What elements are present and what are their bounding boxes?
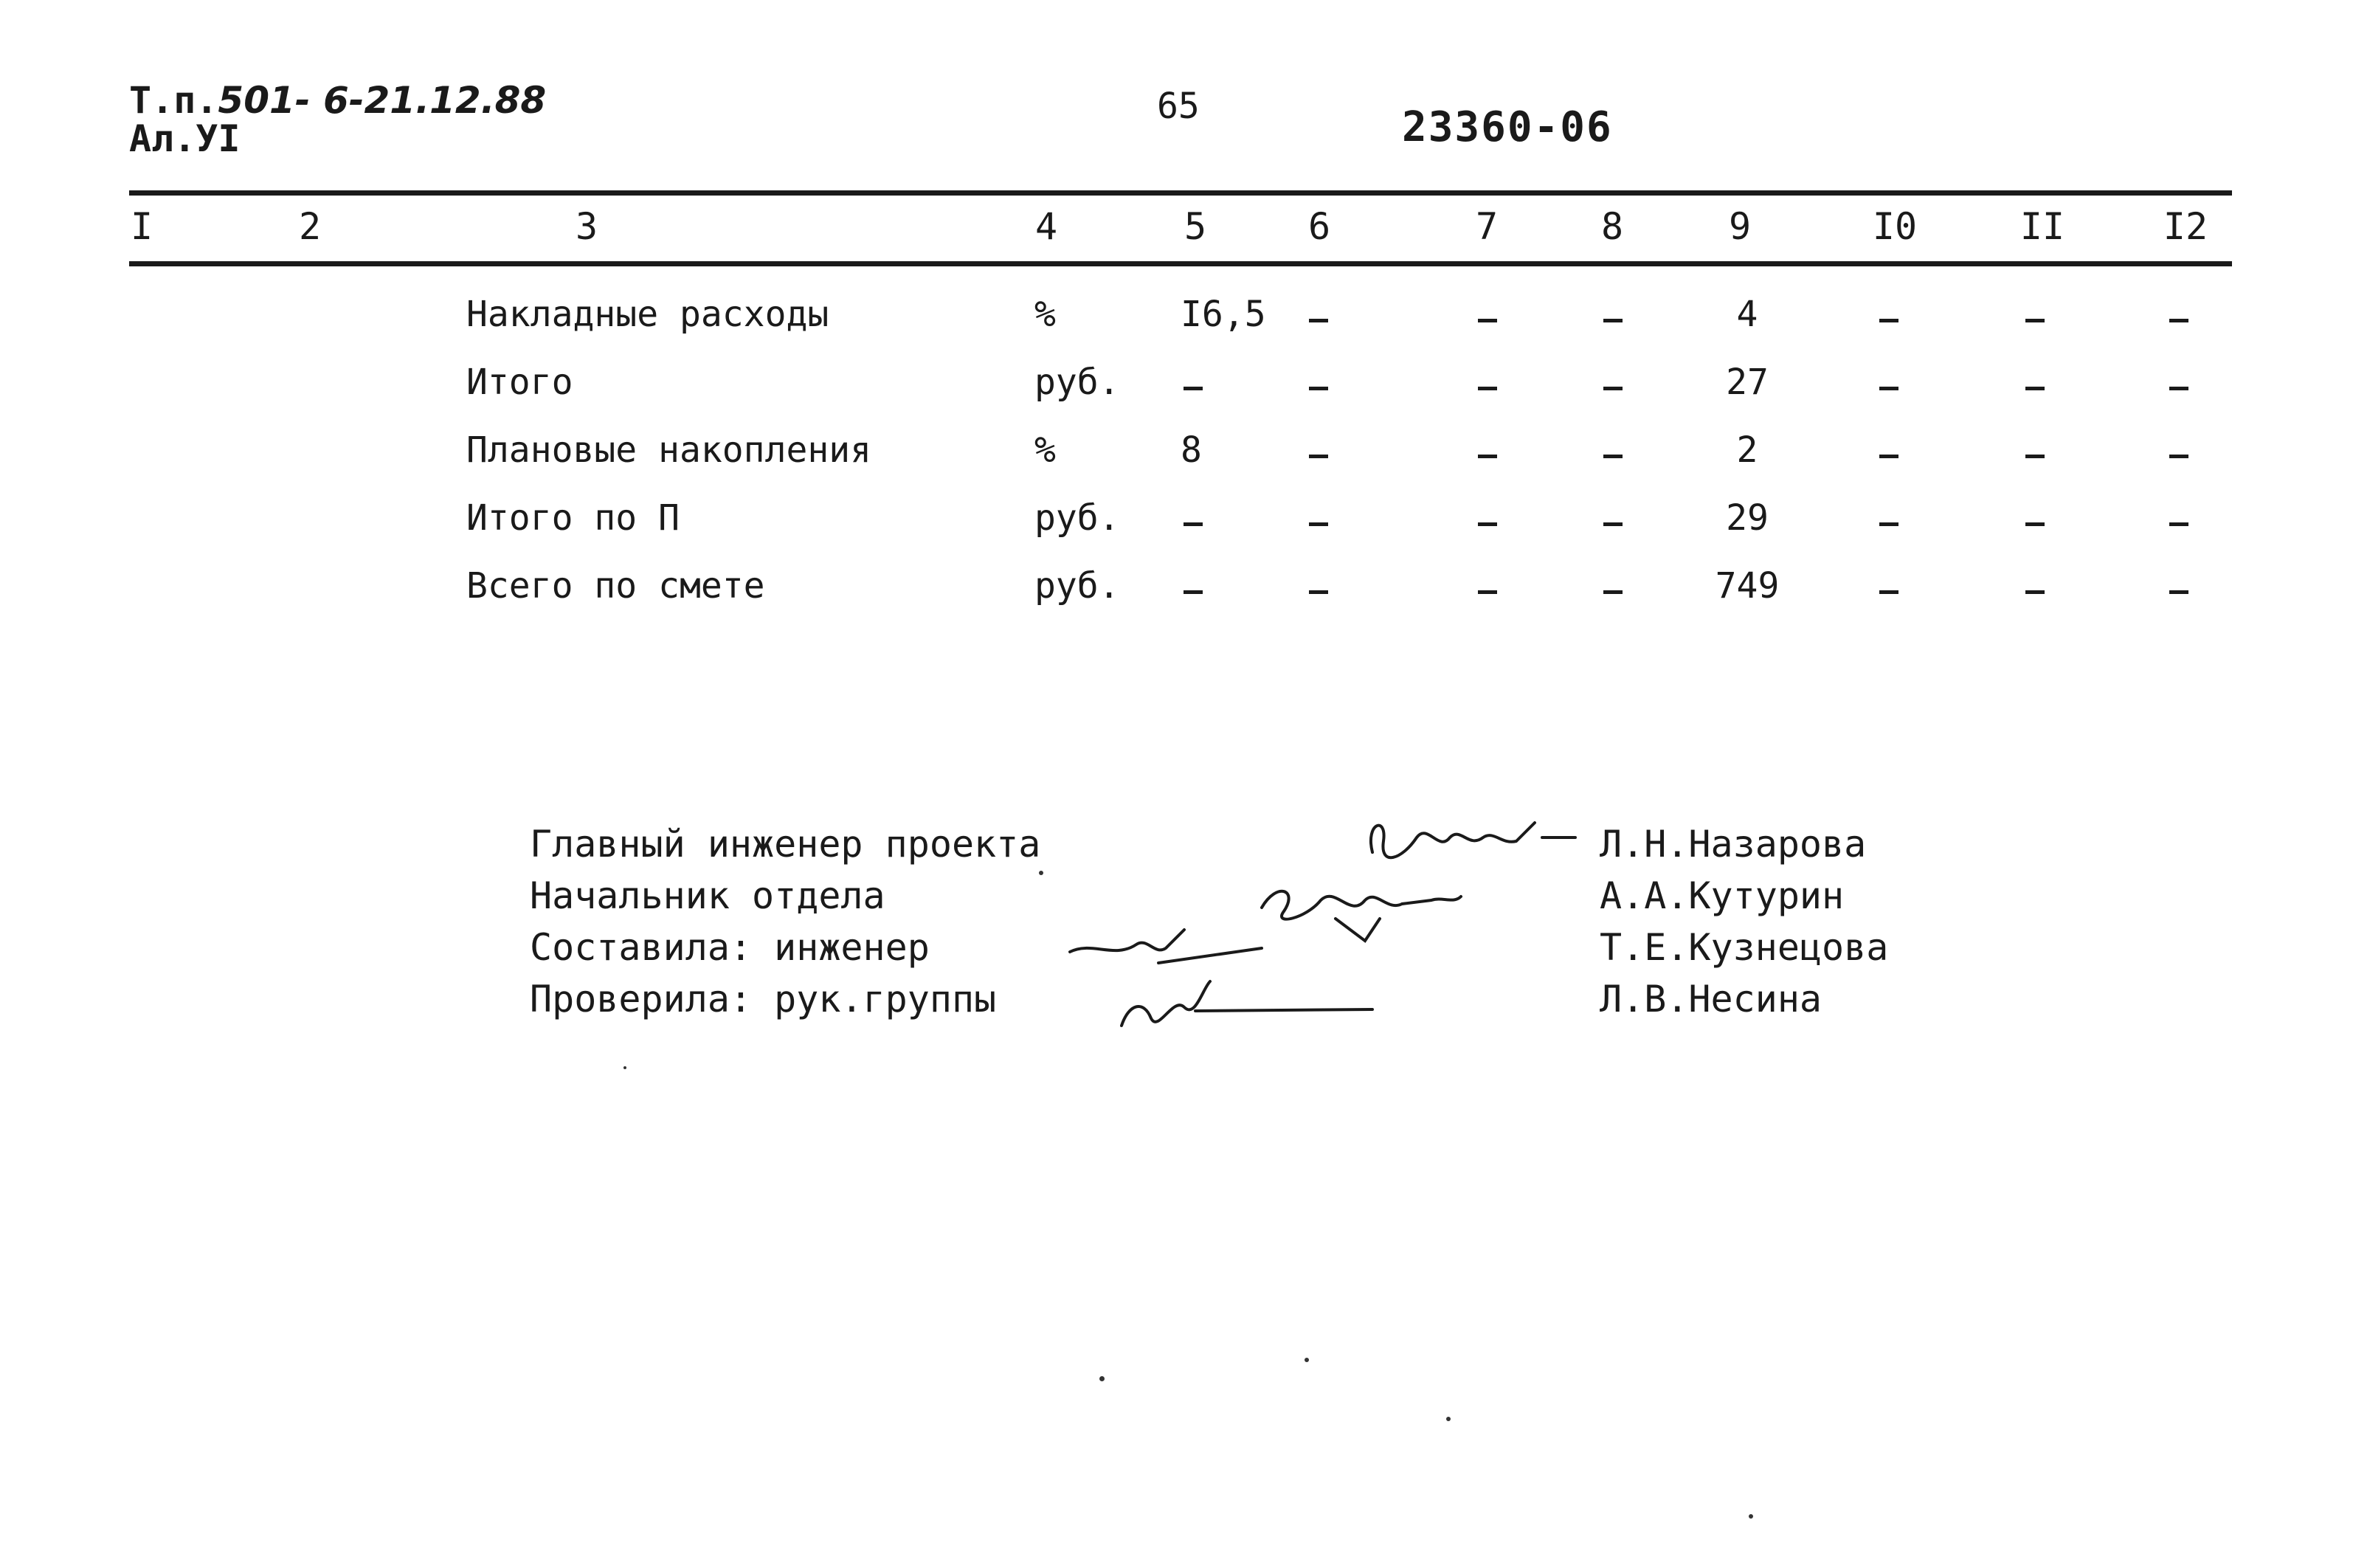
- empty-dash: [1309, 387, 1328, 390]
- row-col5: I6,5: [1181, 294, 1266, 335]
- row-unit: руб.: [1034, 362, 1120, 403]
- empty-dash: [1879, 590, 1898, 594]
- scan-speck: [1305, 1358, 1309, 1362]
- empty-dash: [1184, 387, 1203, 390]
- table-top-rule: [129, 190, 2232, 196]
- row-name: Всего по смете: [466, 565, 765, 607]
- empty-dash: [1184, 522, 1203, 526]
- empty-dash: [1478, 387, 1497, 390]
- empty-dash: [1879, 522, 1898, 526]
- sheet-label: Ал.УI: [129, 117, 241, 160]
- empty-dash: [2025, 387, 2045, 390]
- row-col9: 2: [1736, 429, 1758, 471]
- empty-dash: [1309, 319, 1328, 322]
- project-code-prefix: Т.п.: [129, 79, 218, 122]
- col-header: 9: [1728, 205, 1752, 248]
- empty-dash: [2025, 522, 2045, 526]
- empty-dash: [1478, 522, 1497, 526]
- signer-role: Составила: инженер: [530, 926, 930, 969]
- row-col9: 27: [1726, 362, 1769, 403]
- empty-dash: [1184, 590, 1203, 594]
- row-unit: руб.: [1034, 565, 1120, 607]
- signature-4-image: [1114, 967, 1380, 1040]
- col-header: I: [130, 205, 153, 248]
- row-name: Итого: [466, 362, 573, 403]
- col-header: 5: [1184, 205, 1207, 248]
- row-name: Плановые накопления: [466, 429, 872, 471]
- signer-name: Т.Е.Кузнецова: [1600, 926, 1889, 969]
- scan-speck: [1039, 871, 1043, 875]
- empty-dash: [2169, 522, 2188, 526]
- document-number: 23360-06: [1402, 103, 1613, 151]
- col-header: 4: [1034, 205, 1058, 248]
- empty-dash: [1603, 590, 1623, 594]
- empty-dash: [1478, 590, 1497, 594]
- empty-dash: [1879, 319, 1898, 322]
- row-name: Накладные расходы: [466, 294, 829, 335]
- empty-dash: [1603, 522, 1623, 526]
- signature-1-image: [1358, 808, 1579, 874]
- empty-dash: [1603, 319, 1623, 322]
- signer-role: Проверила: рук.группы: [530, 978, 997, 1020]
- col-header: II: [2019, 205, 2065, 248]
- scan-speck: [1099, 1376, 1105, 1381]
- empty-dash: [2169, 387, 2188, 390]
- signer-name: А.А.Кутурин: [1600, 874, 1845, 917]
- row-col5: 8: [1181, 429, 1202, 471]
- col-header: I0: [1872, 205, 1918, 248]
- empty-dash: [1309, 590, 1328, 594]
- empty-dash: [1603, 387, 1623, 390]
- col-header: I2: [2163, 205, 2208, 248]
- empty-dash: [2169, 319, 2188, 322]
- signer-role: Начальник отдела: [530, 874, 885, 917]
- scan-speck: [1446, 1417, 1451, 1421]
- signer-name: Л.В.Несина: [1600, 978, 1822, 1020]
- signature-2-image: [1254, 867, 1476, 948]
- row-col9: 29: [1726, 497, 1769, 539]
- empty-dash: [2169, 590, 2188, 594]
- empty-dash: [1603, 455, 1623, 458]
- scan-speck: [623, 1066, 626, 1069]
- col-header: 2: [298, 205, 322, 248]
- empty-dash: [1309, 455, 1328, 458]
- empty-dash: [1879, 455, 1898, 458]
- col-header: 8: [1600, 205, 1624, 248]
- col-header: 3: [575, 205, 598, 248]
- row-name: Итого по П: [466, 497, 680, 539]
- project-code-number: 501- 6-21.12.88: [218, 79, 547, 122]
- empty-dash: [2025, 455, 2045, 458]
- scan-speck: [1749, 1514, 1753, 1519]
- empty-dash: [1478, 455, 1497, 458]
- row-unit: руб.: [1034, 497, 1120, 539]
- empty-dash: [1478, 319, 1497, 322]
- row-unit: %: [1034, 294, 1056, 335]
- row-unit: %: [1034, 429, 1056, 471]
- row-col9: 4: [1736, 294, 1758, 335]
- empty-dash: [1309, 522, 1328, 526]
- empty-dash: [2025, 590, 2045, 594]
- col-header: 7: [1475, 205, 1499, 248]
- project-code: [129, 80, 546, 121]
- signer-name: Л.Н.Назарова: [1600, 823, 1867, 866]
- page-number: 65: [1157, 86, 1200, 127]
- empty-dash: [1879, 387, 1898, 390]
- col-header: 6: [1307, 205, 1331, 248]
- row-col9: 749: [1715, 565, 1780, 607]
- empty-dash: [2025, 319, 2045, 322]
- signer-role: Главный инженер проекта: [530, 823, 1041, 866]
- table-header-rule: [129, 261, 2232, 266]
- empty-dash: [2169, 455, 2188, 458]
